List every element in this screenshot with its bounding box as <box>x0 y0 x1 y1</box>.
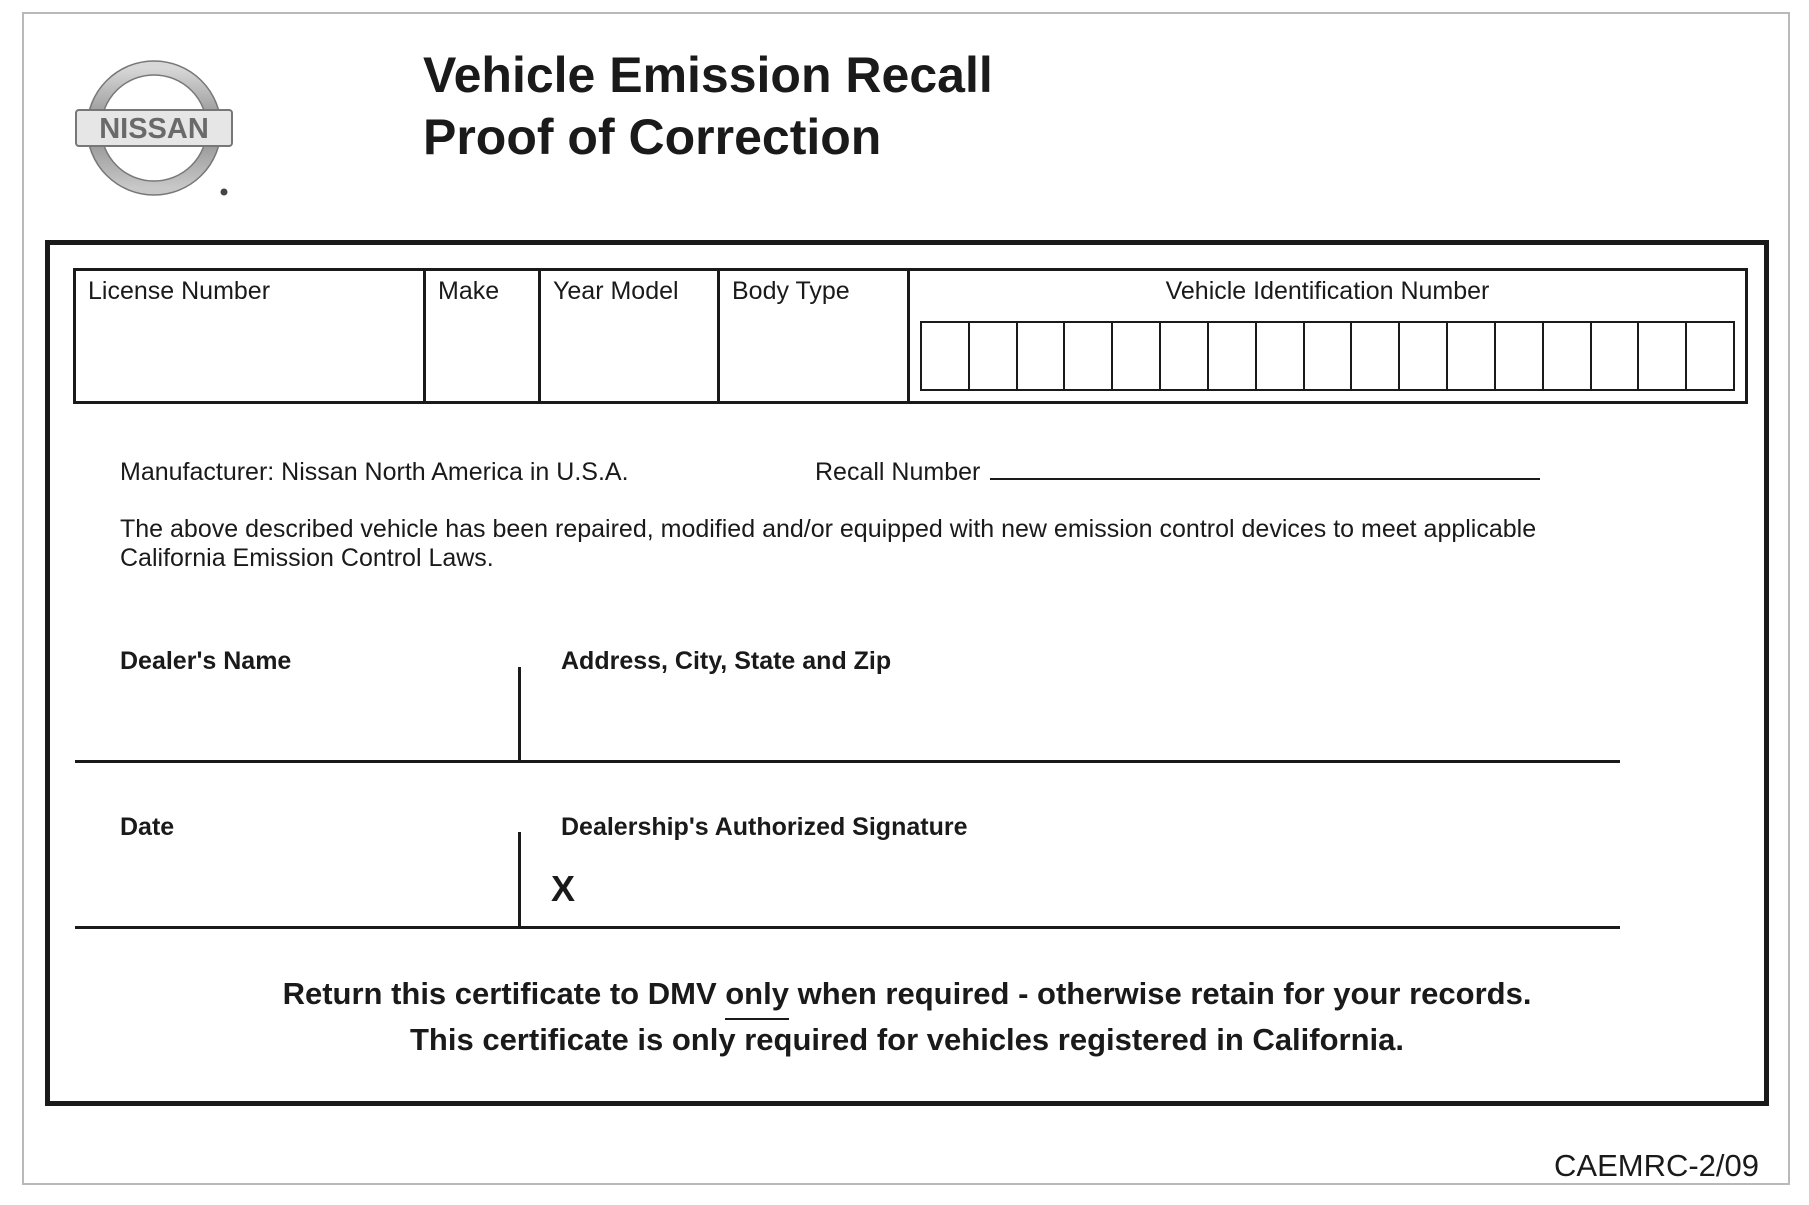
footer-line-1-end: when required - otherwise retain for your records. <box>788 976 1532 1011</box>
vin-char-box[interactable] <box>1592 323 1640 389</box>
vehicle-info-table <box>73 268 1748 404</box>
date-signature-underline[interactable] <box>75 926 1620 929</box>
vin-char-box[interactable] <box>1352 323 1400 389</box>
statement-line-1: The above described vehicle has been repaired, modified and/or equipped with new emission control devices to meet applicable <box>120 515 1537 543</box>
recall-number-field[interactable] <box>990 478 1540 480</box>
year-model-cell[interactable] <box>541 271 720 401</box>
footer-only-underlined: only <box>725 976 789 1011</box>
vin-char-box[interactable] <box>1065 323 1113 389</box>
statement-line-2: California Emission Control Laws. <box>120 544 494 572</box>
vin-char-box[interactable] <box>1209 323 1257 389</box>
year-model-label: Year Model <box>553 277 679 305</box>
address-label: Address, City, State and Zip <box>561 647 892 675</box>
vin-char-box[interactable] <box>1161 323 1209 389</box>
field-divider <box>518 667 521 761</box>
page-title <box>423 44 993 168</box>
license-number-cell[interactable] <box>76 271 426 401</box>
vin-cell <box>910 271 1745 401</box>
footer-line-2: This certificate is only required for vehicles registered in California. <box>409 1022 1405 1057</box>
nissan-logo <box>74 58 238 200</box>
footer-line-1 <box>45 976 1769 1012</box>
recall-number-label: Recall Number <box>815 458 981 486</box>
footer-line-1-start: Return this certificate to DMV <box>282 976 726 1011</box>
vin-char-box[interactable] <box>1400 323 1448 389</box>
vin-char-box[interactable] <box>1448 323 1496 389</box>
vin-char-box[interactable] <box>1018 323 1066 389</box>
dealer-address-underline[interactable] <box>75 760 1620 763</box>
make-cell[interactable] <box>426 271 541 401</box>
vin-label: Vehicle Identification Number <box>1165 277 1490 305</box>
vin-char-box[interactable] <box>1496 323 1544 389</box>
license-number-label: License Number <box>88 277 271 305</box>
make-label: Make <box>438 277 500 305</box>
manufacturer-text: Manufacturer: Nissan North America in U.S.A. <box>120 458 629 486</box>
vin-box-row <box>920 321 1735 391</box>
vin-char-box[interactable] <box>1687 323 1733 389</box>
dealers-name-label: Dealer's Name <box>120 647 292 675</box>
vin-char-box[interactable] <box>970 323 1018 389</box>
signature-label: Dealership's Authorized Signature <box>561 813 968 841</box>
form-code: CAEMRC-2/09 <box>1554 1148 1759 1183</box>
svg-text:NISSAN: NISSAN <box>99 113 209 145</box>
vin-char-box[interactable] <box>1257 323 1305 389</box>
title-line-1: Vehicle Emission Recall <box>423 47 993 103</box>
vin-char-box[interactable] <box>1305 323 1353 389</box>
vin-char-box[interactable] <box>1639 323 1687 389</box>
vin-char-box[interactable] <box>1544 323 1592 389</box>
date-label: Date <box>120 813 175 841</box>
signature-x-mark: X <box>551 868 576 909</box>
title-line-2: Proof of Correction <box>423 109 882 165</box>
body-type-label: Body Type <box>732 277 850 305</box>
vin-char-box[interactable] <box>1113 323 1161 389</box>
body-type-cell[interactable] <box>720 271 910 401</box>
field-divider <box>518 832 521 927</box>
vin-char-box[interactable] <box>922 323 970 389</box>
